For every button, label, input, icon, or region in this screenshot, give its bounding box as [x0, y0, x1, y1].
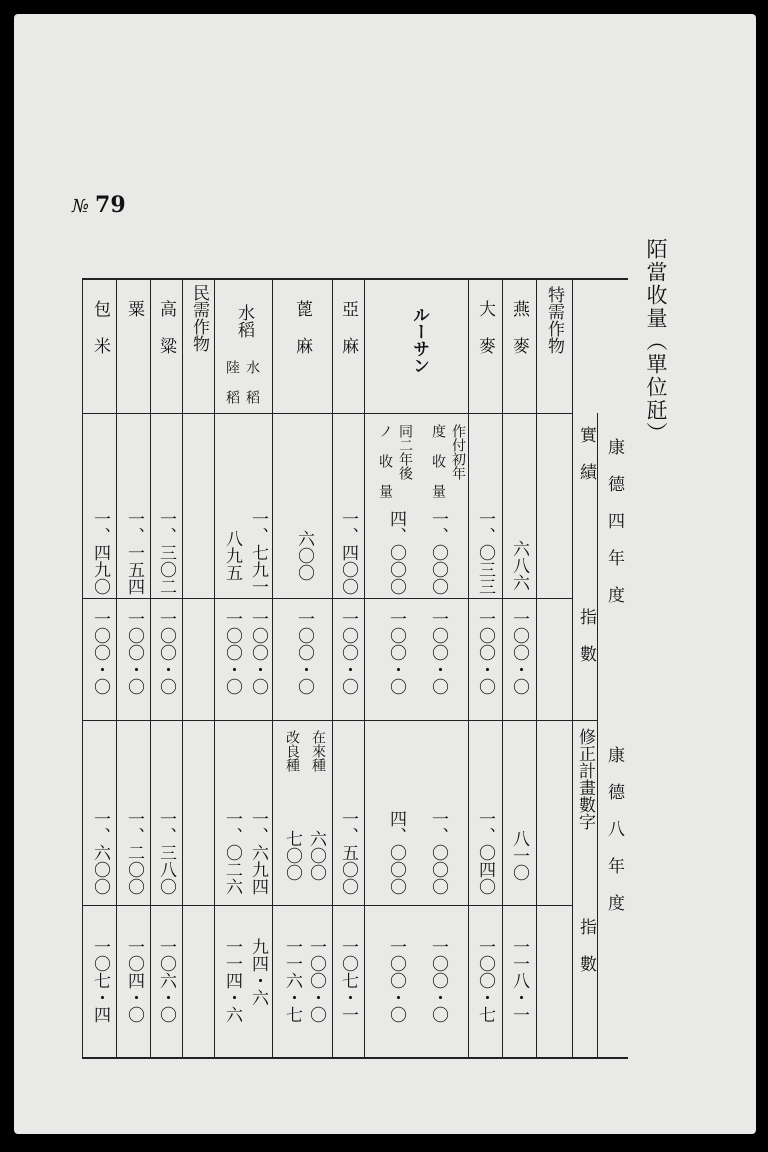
special-crops-header: 特需作物: [544, 286, 564, 354]
oats-k8-plan: 八一〇: [509, 830, 529, 881]
rice-k4-actual-2: 八九五: [222, 530, 242, 581]
millet-k8-plan: 一、二〇〇: [124, 810, 144, 895]
rice-k8-index-1: 九四・六: [248, 938, 268, 1006]
table-top-rule: [82, 278, 628, 280]
col-rule: [364, 278, 365, 1058]
crop-name-barley: 大 麥: [475, 300, 495, 354]
lucerne-k8-index-2: 一〇〇・〇: [386, 938, 406, 1023]
barley-k8-plan: 一、〇四〇: [475, 810, 495, 895]
col-rule: [572, 278, 573, 1058]
castor-k4-actual: 六〇〇: [294, 530, 314, 581]
col-rule: [182, 278, 183, 1058]
flax-k8-index: 一〇七・一: [338, 938, 358, 1023]
col-rule: [214, 278, 215, 1058]
millet-k8-index: 一〇四・〇: [124, 938, 144, 1023]
civil-crops-header: 民需作物: [189, 284, 209, 352]
lucerne-sub-2: 度 收 量: [430, 424, 446, 498]
corn-k4-actual: 一、四九〇: [90, 510, 110, 595]
col-rule: [468, 278, 469, 1058]
k4-split-rule: [82, 598, 572, 599]
crop-sub-paddy: 水 稻: [244, 360, 260, 404]
lucerne-k8-plan-2: 四、〇〇〇: [386, 810, 406, 895]
crop-name-rice: 水稻: [234, 304, 254, 338]
lucerne-k8-index-1: 一〇〇・〇: [428, 938, 448, 1023]
kaoliang-k8-plan: 一、三八〇: [156, 810, 176, 895]
table-bottom-rule: [82, 1057, 628, 1059]
castor-k8-index-2: 一一六・七: [282, 938, 302, 1023]
page-number: [72, 192, 126, 218]
barley-k4-actual: 一、〇三三: [475, 510, 495, 595]
index-header: 指 數: [576, 608, 596, 662]
page-number-value: 79: [95, 192, 126, 218]
oats-k8-index: 一一八・一: [509, 938, 529, 1023]
page-number-prefix: №: [72, 196, 90, 217]
lucerne-k4-index-1: 一〇〇・〇: [428, 610, 448, 695]
index2-header: 指 數: [576, 918, 596, 972]
crop-name-corn: 包 米: [90, 300, 110, 354]
kaoliang-k4-index: 一〇〇・〇: [156, 610, 176, 695]
crop-name-millet: 粟: [124, 300, 144, 317]
oats-k4-index: 一〇〇・〇: [509, 610, 529, 695]
rice-k4-actual-1: 一、七九一: [248, 510, 268, 595]
flax-k4-actual: 一、四〇〇: [338, 510, 358, 595]
col-rule: [597, 413, 598, 1058]
crop-name-flax: 亞 麻: [338, 300, 358, 354]
year-k8-header: 康 德 八 年 度: [604, 746, 624, 911]
header-row-rule: [82, 413, 572, 414]
page-title: 陌當收量（單位瓩）: [644, 238, 668, 445]
crop-name-castor: 蓖 麻: [292, 300, 312, 354]
castor-k8-plan-1: 六〇〇: [306, 830, 326, 881]
millet-k4-index: 一〇〇・〇: [124, 610, 144, 695]
col-rule: [536, 278, 537, 1058]
corn-k8-plan: 一、六〇〇: [90, 810, 110, 895]
castor-sub-native: 在來種: [310, 730, 326, 772]
rice-k8-plan-1: 一、六九四: [248, 810, 268, 895]
castor-sub-improved: 改良種: [284, 730, 300, 772]
barley-k8-index: 一〇〇・七: [475, 938, 495, 1023]
kaoliang-k4-actual: 一、三〇二: [156, 510, 176, 595]
col-rule: [502, 278, 503, 1058]
col-rule: [332, 278, 333, 1058]
col-rule: [272, 278, 273, 1058]
col-rule: [150, 278, 151, 1058]
flax-k4-index: 一〇〇・〇: [338, 610, 358, 695]
barley-k4-index: 一〇〇・〇: [475, 610, 495, 695]
crop-sub-upland: 陸 稻: [224, 360, 240, 404]
col-rule: [116, 278, 117, 1058]
castor-k8-index-1: 一〇〇・〇: [306, 938, 326, 1023]
corn-k8-index: 一〇七・四: [90, 938, 110, 1023]
oats-k4-actual: 六八六: [509, 540, 529, 591]
lucerne-sub-1: 作付初年: [450, 424, 466, 480]
castor-k8-plan-2: 七〇〇: [282, 830, 302, 881]
crop-name-lucerne: ルーサン: [409, 306, 429, 374]
kaoliang-k8-index: 一〇六・〇: [156, 938, 176, 1023]
crop-name-kaoliang: 高 粱: [156, 300, 176, 354]
k8-split-rule: [82, 905, 572, 906]
lucerne-k4-actual-2: 四、〇〇〇: [386, 510, 406, 595]
lucerne-k4-index-2: 一〇〇・〇: [386, 610, 406, 695]
rice-k8-plan-2: 一、〇二六: [222, 810, 242, 895]
actual-header: 實 績: [576, 426, 596, 480]
year-k4-header: 康 德 四 年 度: [604, 438, 624, 603]
col-rule: [82, 278, 83, 1058]
year-split-rule: [82, 720, 597, 721]
lucerne-sub-4: ノ 收 量: [377, 424, 393, 498]
flax-k8-plan: 一、五〇〇: [338, 810, 358, 895]
millet-k4-actual: 一、一五四: [124, 510, 144, 595]
lucerne-sub-3: 同二年後: [397, 424, 413, 480]
corn-k4-index: 一〇〇・〇: [90, 610, 110, 695]
rice-k4-index-2: 一〇〇・〇: [222, 610, 242, 695]
rice-k4-index-1: 一〇〇・〇: [248, 610, 268, 695]
lucerne-k8-plan-1: 一、〇〇〇: [428, 810, 448, 895]
lucerne-k4-actual-1: 一、〇〇〇: [428, 510, 448, 595]
revised-plan-header: 修正計畫數字: [575, 728, 595, 830]
rice-k8-index-2: 一一四・六: [222, 938, 242, 1023]
crop-name-oats: 燕 麥: [509, 300, 529, 354]
castor-k4-index: 一〇〇・〇: [294, 610, 314, 695]
yield-table: [82, 278, 628, 1060]
